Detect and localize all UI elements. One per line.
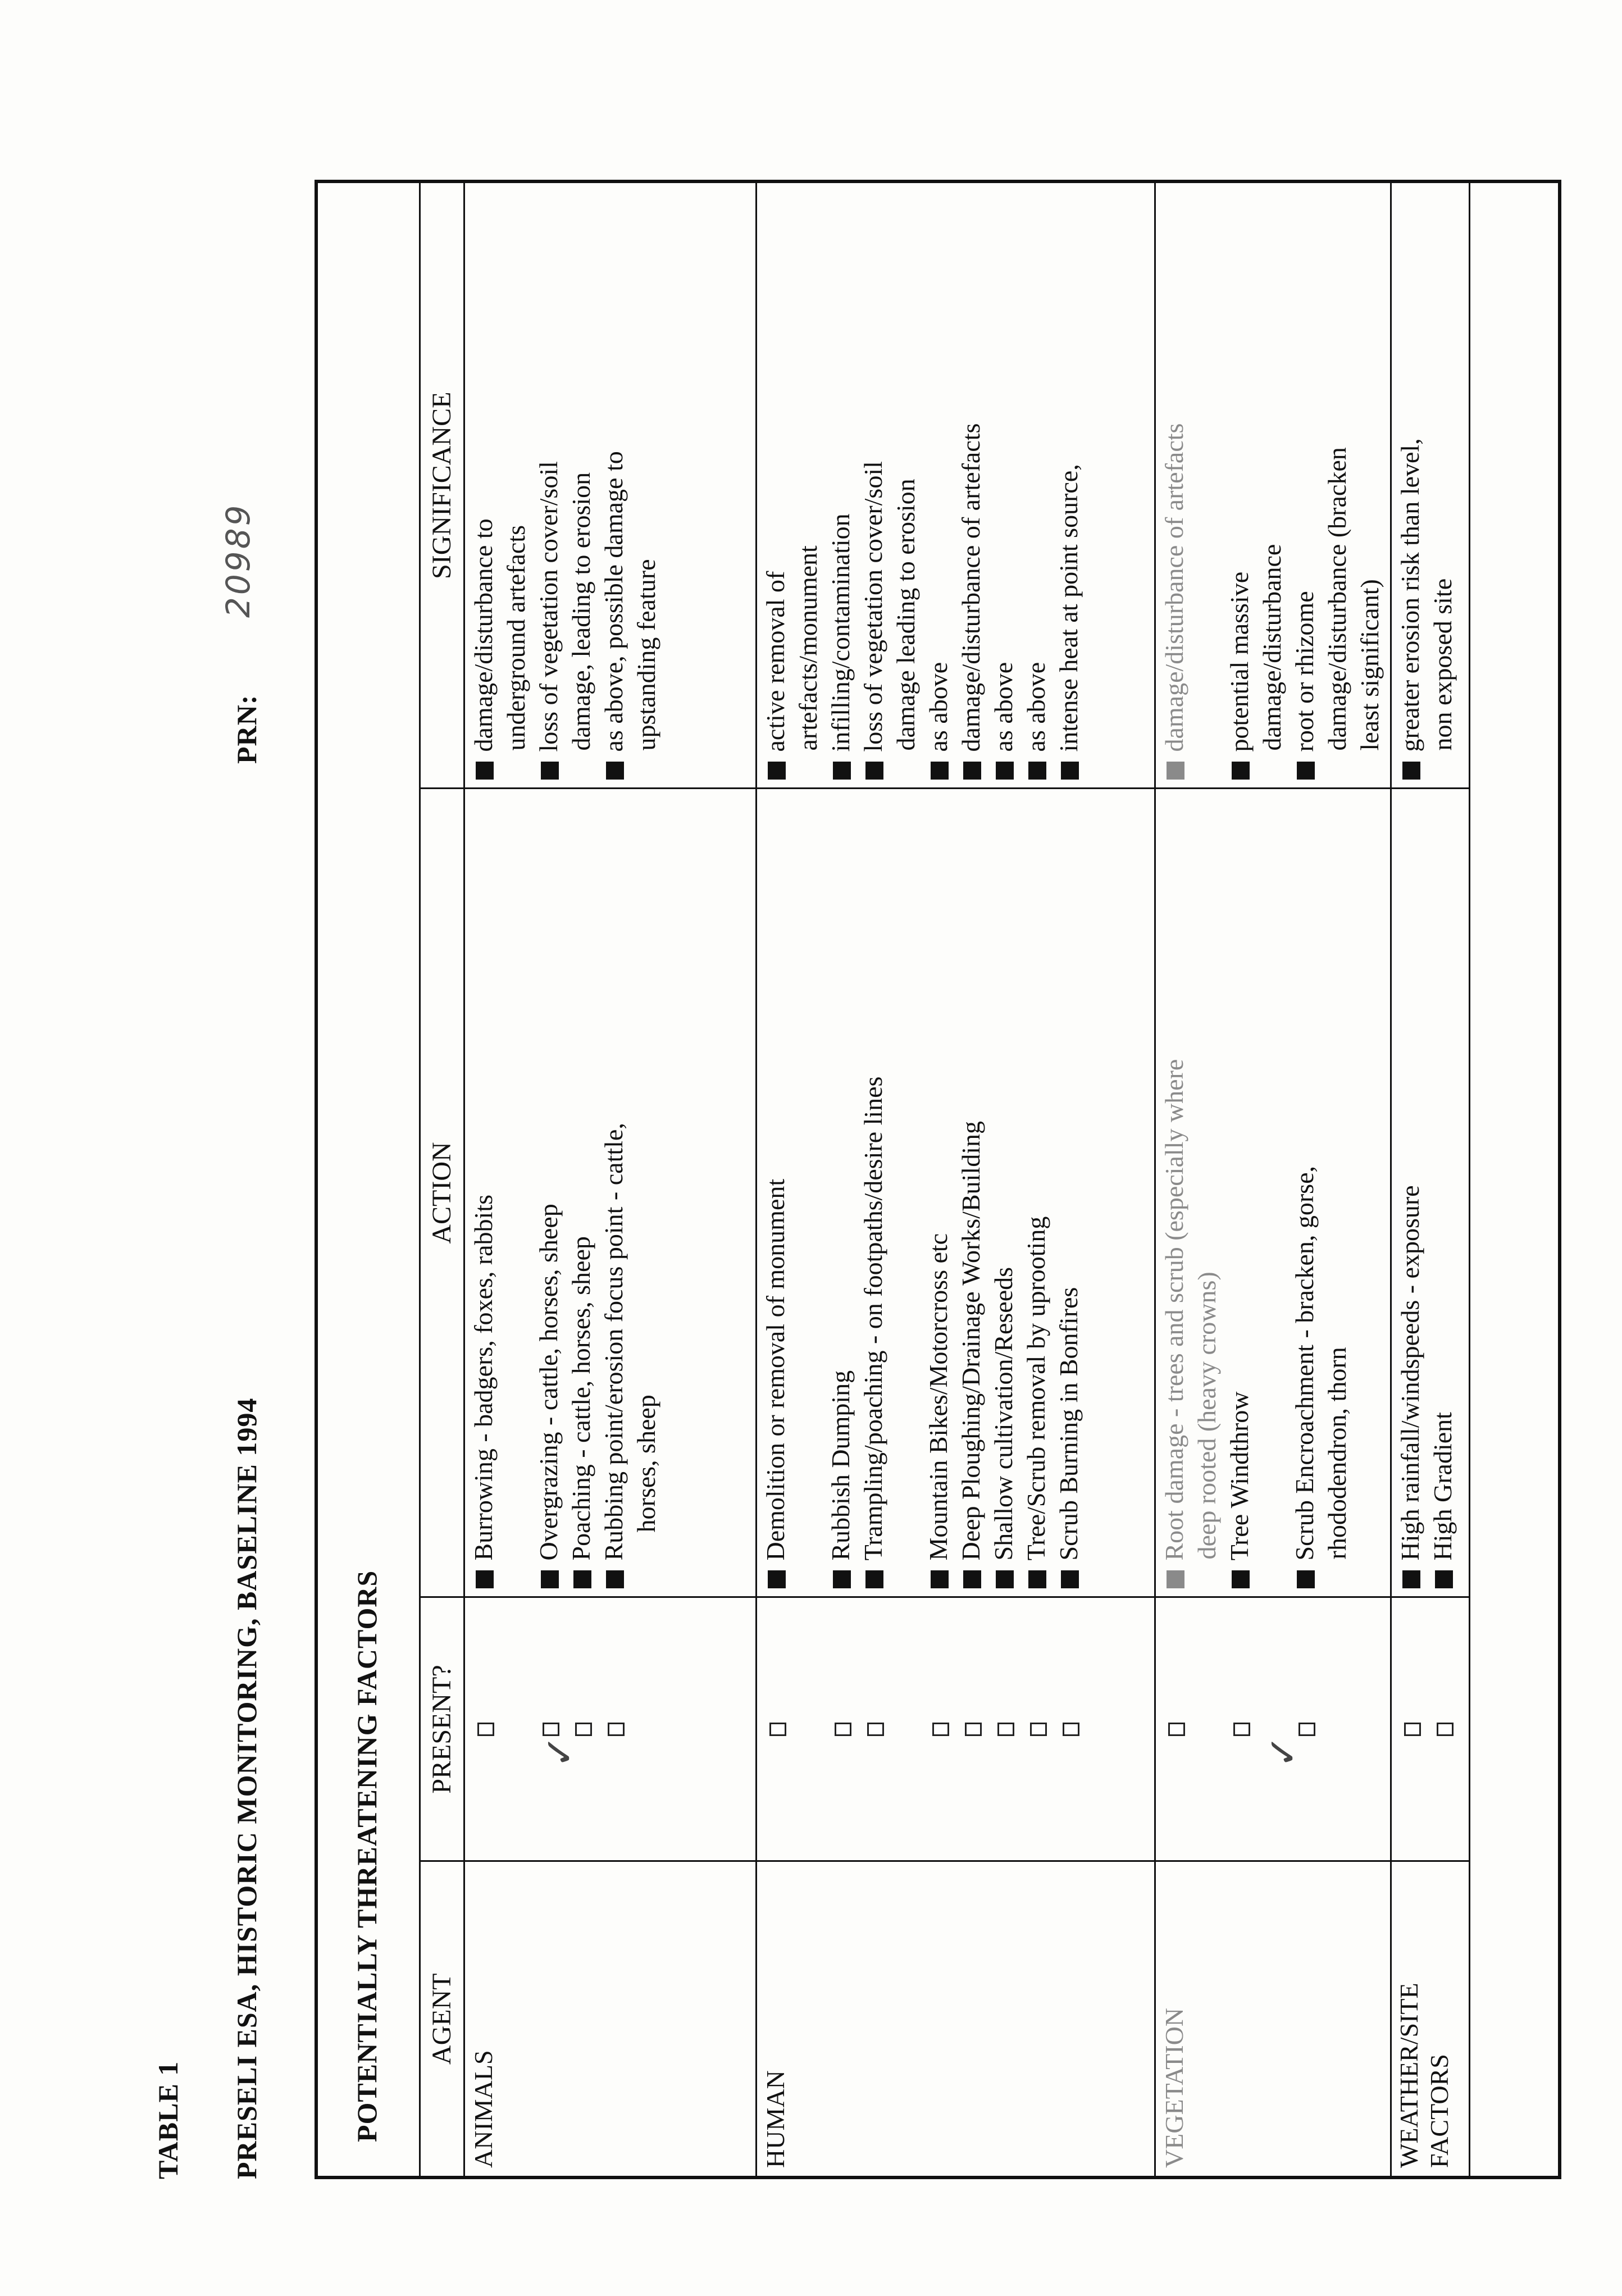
square-bullet-icon <box>1232 762 1250 780</box>
square-bullet-icon <box>768 762 786 780</box>
action-item: High rainfall/windspeeds - exposure <box>1396 1185 1424 1561</box>
present-checkbox-checked[interactable] <box>536 1723 592 1768</box>
significance-item-continued: underground artefacts <box>502 525 530 751</box>
square-bullet-icon <box>541 762 559 780</box>
significance-item-continued: non exposed site <box>1428 578 1457 751</box>
square-bullet-icon <box>541 1571 559 1589</box>
square-bullet-icon <box>476 762 494 780</box>
action-item: Tree Windthrow <box>1225 1391 1254 1561</box>
significance-item: as above <box>989 662 1018 752</box>
significance-item: as above <box>1022 662 1050 752</box>
significance-cell <box>1391 183 1470 789</box>
rotated-landscape-sheet <box>135 56 1595 2190</box>
table-row-vegetation <box>1155 183 1391 2176</box>
action-item: Demolition or removal of monument <box>761 1178 790 1561</box>
agent-cell <box>1155 1861 1391 2176</box>
significance-item: potential massive <box>1225 571 1254 752</box>
square-bullet-icon <box>833 762 851 780</box>
present-cell <box>1391 1597 1470 1861</box>
square-bullet-icon <box>606 762 624 780</box>
action-item: Deep Ploughing/Drainage Works/Building <box>956 1121 985 1561</box>
present-checkbox[interactable] <box>1063 1723 1079 1736</box>
action-item: Burrowing - badgers, foxes, rabbits <box>469 1194 498 1561</box>
square-bullet-icon <box>865 762 883 780</box>
agent-cell <box>757 1861 1155 2176</box>
agent-cell <box>1391 1861 1470 2176</box>
document-title: PRESELI ESA, HISTORIC MONITORING, BASELINE 1994 <box>231 1397 262 2179</box>
present-checkbox[interactable] <box>1233 1723 1250 1736</box>
significance-item: root or rhizome <box>1290 591 1319 752</box>
square-bullet-icon <box>1402 762 1420 780</box>
present-checkbox[interactable] <box>477 1723 494 1736</box>
present-checkbox[interactable] <box>867 1723 884 1736</box>
significance-item: intense heat at point source, <box>1054 464 1083 752</box>
square-bullet-icon <box>963 762 981 780</box>
significance-item-continued: upstanding feature <box>632 559 660 751</box>
table-label: TABLE 1 <box>152 2061 184 2179</box>
significance-item: damage/disturbance of artefacts <box>1160 423 1188 752</box>
action-cell <box>464 789 757 1597</box>
present-cell <box>757 1597 1155 1861</box>
action-item-continued: horses, sheep <box>632 1395 660 1533</box>
action-item: Mountain Bikes/Motorcross etc <box>924 1233 953 1561</box>
square-bullet-icon <box>1297 1571 1315 1589</box>
present-checkbox[interactable] <box>932 1723 949 1736</box>
threat-factors-table-box <box>315 180 1561 2179</box>
present-checkbox[interactable] <box>1404 1723 1421 1736</box>
table-row-animals <box>464 183 757 2176</box>
action-item: Trampling/poaching - on footpaths/desire lines <box>859 1076 887 1561</box>
column-header-significance: SIGNIFICANCE <box>420 183 464 789</box>
significance-item: active removal of <box>761 571 790 752</box>
significance-item-continued: damage, leading to erosion <box>567 472 595 751</box>
agent-cell <box>464 1861 757 2176</box>
agent-label: HUMAN <box>761 2070 790 2168</box>
square-bullet-icon <box>963 1571 981 1589</box>
present-checkbox[interactable] <box>835 1723 851 1736</box>
column-header-agent: AGENT <box>420 1861 464 2176</box>
significance-item-continued: artefacts/monument <box>794 545 822 751</box>
action-item: Shallow cultivation/Reseeds <box>989 1267 1018 1561</box>
action-item: Poaching - cattle, horses, sheep <box>567 1236 595 1561</box>
present-checkbox[interactable] <box>769 1723 786 1736</box>
table-row-human <box>757 183 1155 2176</box>
square-bullet-icon <box>1297 762 1315 780</box>
action-item: Rubbish Dumping <box>826 1370 855 1561</box>
present-checkbox[interactable] <box>965 1723 982 1736</box>
agent-label: ANIMALS <box>469 2050 498 2168</box>
square-bullet-icon <box>931 762 949 780</box>
square-bullet-icon <box>573 1571 591 1589</box>
table-row-weather-site-factors <box>1391 183 1470 2176</box>
significance-item: damage/disturbance of artefacts <box>956 423 985 752</box>
present-cell <box>464 1597 757 1861</box>
significance-item: infilling/contamination <box>826 513 855 752</box>
square-bullet-icon <box>1402 1571 1420 1589</box>
action-item: Root damage - trees and scrub (especially where <box>1160 1059 1188 1561</box>
action-item-continued: deep rooted (heavy crowns) <box>1192 1272 1221 1560</box>
action-item: Scrub Encroachment - bracken, gorse, <box>1290 1166 1319 1561</box>
agent-label: VEGETATION <box>1160 2007 1188 2168</box>
significance-item: loss of vegetation cover/soil <box>859 461 887 752</box>
square-bullet-icon <box>996 1571 1014 1589</box>
square-bullet-icon <box>833 1571 851 1589</box>
square-bullet-icon <box>768 1571 786 1589</box>
present-checkbox[interactable] <box>543 1723 559 1736</box>
present-cell <box>1155 1597 1391 1861</box>
checkmark-icon: ✓ <box>1260 1735 1306 1768</box>
significance-cell <box>464 183 757 789</box>
significance-cell <box>757 183 1155 789</box>
square-bullet-icon <box>996 762 1014 780</box>
significance-item: as above <box>924 662 953 752</box>
present-checkbox[interactable] <box>608 1723 625 1736</box>
significance-item-continued: damage/disturbance (bracken <box>1323 447 1351 751</box>
significance-item-continued: damage leading to erosion <box>891 479 920 751</box>
action-item: Rubbing point/erosion focus point - cattle, <box>599 1123 628 1561</box>
action-item: Scrub Burning in Bonfires <box>1054 1287 1083 1561</box>
action-item: Overgrazing - cattle, horses, sheep <box>534 1204 563 1561</box>
square-bullet-icon <box>1167 1571 1184 1589</box>
square-bullet-icon <box>1061 762 1079 780</box>
square-bullet-icon <box>1061 1571 1079 1589</box>
significance-item: as above, possible damage to <box>599 451 628 752</box>
table-title: POTENTIALLY THREATENING FACTORS <box>351 1570 382 2142</box>
square-bullet-icon <box>1167 762 1184 780</box>
square-bullet-icon <box>606 1571 624 1589</box>
significance-item: loss of vegetation cover/soil <box>534 461 563 752</box>
agent-label: WEATHER/SITE FACTORS <box>1395 1983 1454 2168</box>
threat-factors-table <box>419 183 1470 2176</box>
square-bullet-icon <box>865 1571 883 1589</box>
present-checkbox[interactable] <box>1437 1723 1454 1736</box>
table-header-row <box>420 183 464 2176</box>
significance-cell <box>1155 183 1391 789</box>
checkmark-icon: ✓ <box>536 1735 582 1768</box>
action-cell <box>1391 789 1470 1597</box>
prn-label: PRN: <box>231 694 262 764</box>
significance-item: greater erosion risk than level, <box>1396 438 1424 752</box>
present-checkbox[interactable] <box>1030 1723 1047 1736</box>
significance-item-continued: least significant) <box>1355 579 1384 751</box>
present-checkbox-checked[interactable] <box>1260 1723 1315 1768</box>
present-checkbox[interactable] <box>997 1723 1014 1736</box>
square-bullet-icon <box>931 1571 949 1589</box>
square-bullet-icon <box>476 1571 494 1589</box>
action-item-continued: rhododendron, thorn <box>1323 1347 1351 1560</box>
present-checkbox[interactable] <box>1168 1723 1185 1736</box>
action-item: Tree/Scrub removal by uprooting <box>1022 1216 1050 1561</box>
column-header-present: PRESENT? <box>420 1597 464 1861</box>
column-header-action: ACTION <box>420 789 464 1597</box>
action-cell <box>1155 789 1391 1597</box>
square-bullet-icon <box>1435 1571 1453 1589</box>
square-bullet-icon <box>1232 1571 1250 1589</box>
significance-item-continued: damage/disturbance <box>1257 544 1286 751</box>
prn-handwritten-number: 20989 <box>219 503 257 618</box>
square-bullet-icon <box>1028 1571 1046 1589</box>
square-bullet-icon <box>1028 762 1046 780</box>
significance-item: damage/disturbance to <box>469 518 498 752</box>
action-cell <box>757 789 1155 1597</box>
action-item: High Gradient <box>1428 1412 1457 1561</box>
